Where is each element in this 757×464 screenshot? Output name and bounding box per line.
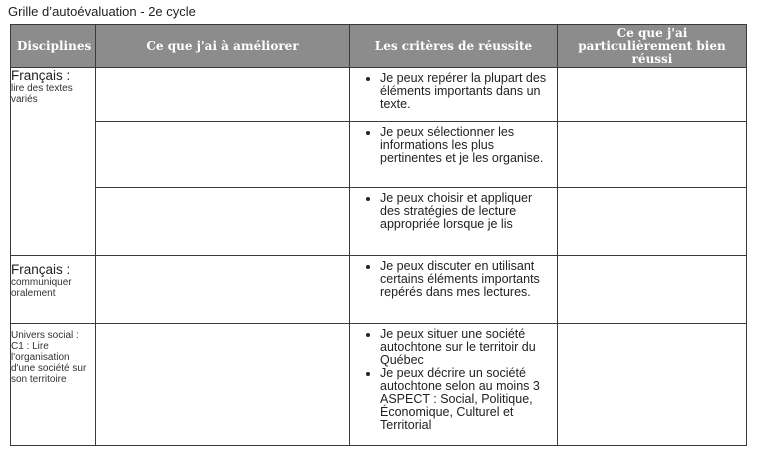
criteria-item: • Je peux décrire un société autochtone selon au moins 3 ASPECT : Social, Politique, Économique, Culturel et Territorial (380, 367, 551, 432)
header-ameliorer: Ce que j'ai à améliorer (96, 25, 350, 68)
reussi-cell[interactable] (558, 68, 747, 122)
ameliorer-cell[interactable] (96, 256, 350, 324)
criteria-item: • Je peux sélectionner les informations les plus pertinentes et je les organise. (380, 126, 551, 165)
criteria-cell (350, 256, 558, 324)
self-assessment-table (10, 24, 747, 446)
table-row (11, 188, 747, 256)
criteria-item: • Je peux discuter en utilisant certains éléments importants repérés dans mes lectures. (380, 260, 551, 299)
discipline-francais-lire (11, 68, 96, 256)
criteria-cell (350, 188, 558, 256)
table-row (11, 256, 747, 324)
discipline-sublabel: C1 : Lire l'organisation d'une société sur son territoire (11, 341, 87, 385)
header-row (11, 25, 747, 68)
header-disciplines: Disciplines (11, 25, 96, 68)
discipline-francais-oral (11, 256, 96, 324)
discipline-label: Français : (11, 262, 71, 277)
discipline-sublabel: lire des textes variés (11, 83, 73, 105)
discipline-sublabel: communiquer oralement (11, 277, 72, 299)
criteria-item: • Je peux repérer la plupart des éléments importants dans un texte. (380, 72, 551, 111)
ameliorer-cell[interactable] (96, 324, 350, 446)
criteria-cell (350, 122, 558, 188)
criteria-cell (350, 324, 558, 446)
table-row (11, 122, 747, 188)
discipline-label: Univers social : (11, 330, 79, 341)
reussi-cell[interactable] (558, 122, 747, 188)
reussi-cell[interactable] (558, 188, 747, 256)
discipline-label: Français : (11, 68, 71, 83)
criteria-cell (350, 68, 558, 122)
ameliorer-cell[interactable] (96, 188, 350, 256)
table-row (11, 68, 747, 122)
header-criteres: Les critères de réussite (350, 25, 558, 68)
page-title: Grille d’autoévaluation - 2e cycle (8, 4, 196, 19)
ameliorer-cell[interactable] (96, 122, 350, 188)
ameliorer-cell[interactable] (96, 68, 350, 122)
reussi-cell[interactable] (558, 324, 747, 446)
table-row (11, 324, 747, 446)
criteria-item: • Je peux choisir et appliquer des stratégies de lecture appropriée lorsque je lis (380, 192, 551, 231)
criteria-item: • Je peux situer une société autochtone sur le territoir du Québec (380, 328, 551, 367)
reussi-cell[interactable] (558, 256, 747, 324)
discipline-univers-social (11, 324, 96, 446)
header-reussi: Ce que j'ai particulièrement bien réussi (558, 25, 747, 68)
